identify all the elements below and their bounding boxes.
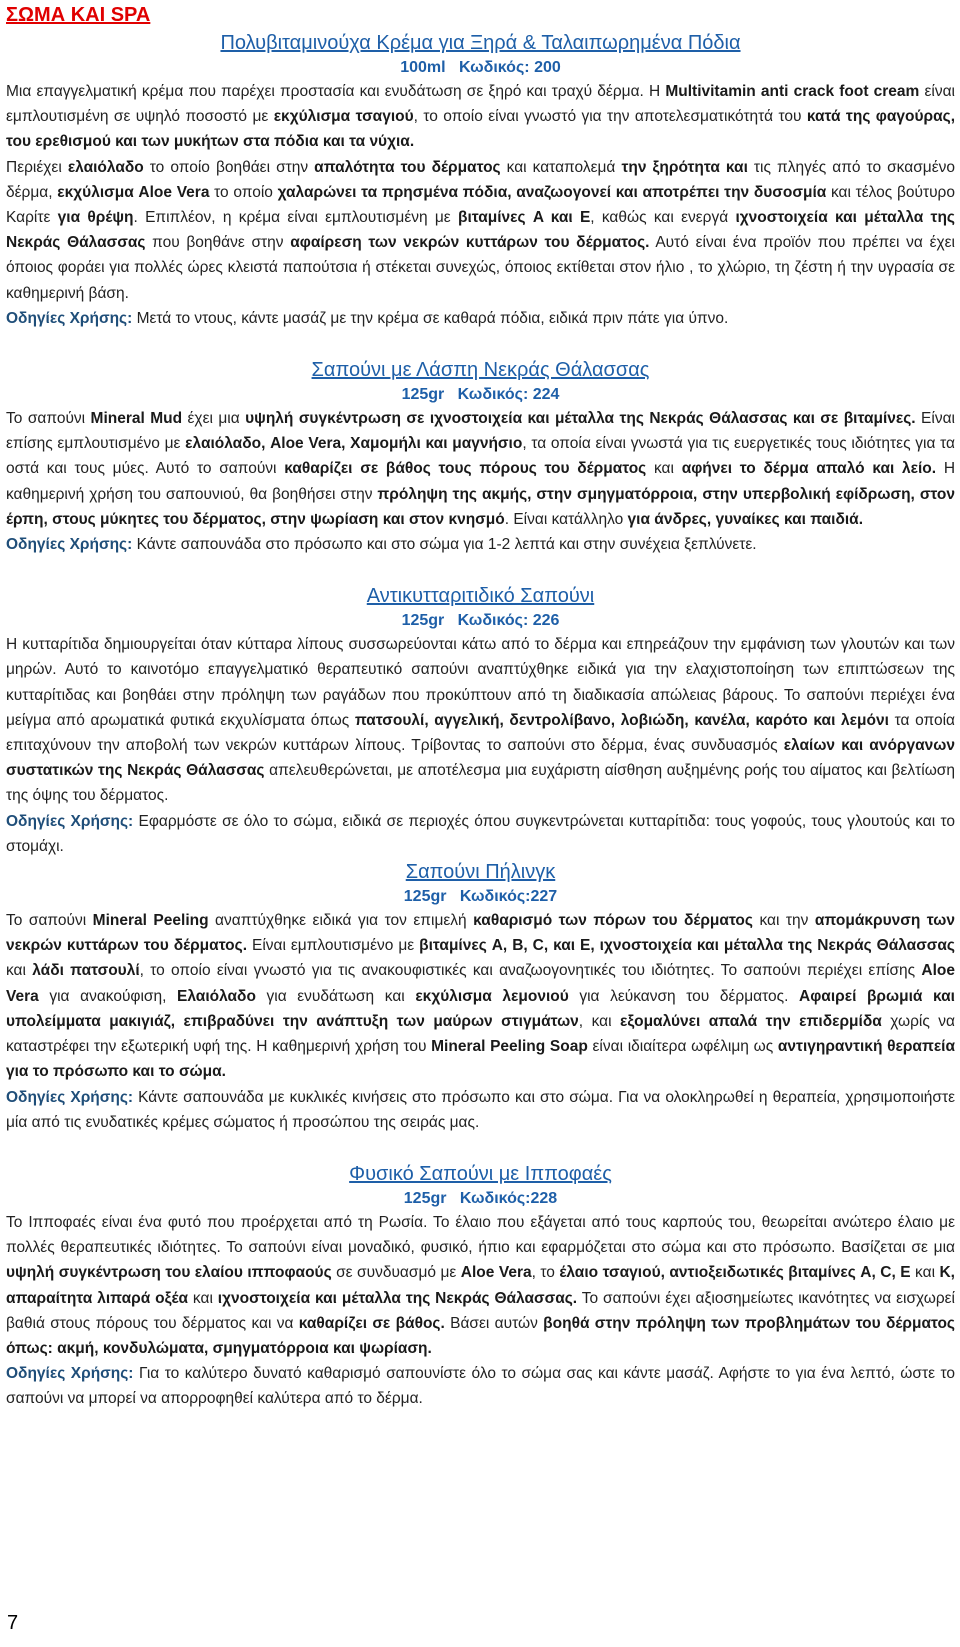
document-page (6, 2, 955, 1412)
bold-text-run: για θρέψη (57, 209, 134, 227)
instructions-label: Οδηγίες Χρήσης: (6, 309, 133, 327)
product-description (6, 632, 955, 808)
instructions-text: Μετά το ντους, κάντε μασάζ με την κρέμα σε καθαρά πόδια, ειδικά πριν πάτε για ύπνο. (136, 309, 729, 327)
text-run: , το οποίο είναι γνωστό για την αποτελεσματικότητά του (413, 108, 807, 126)
usage-instructions (6, 1085, 955, 1135)
bold-text-run: καθαρίζει σε βάθος τους πόρους του δέρματος (284, 460, 647, 478)
text-run: είναι ιδιαίτερα ωφέλιμη ως (587, 1038, 778, 1056)
bold-text-run: ελαιόλαδο, Aloe Vera, Χαμομήλι και μαγνήσιο (185, 435, 523, 453)
text-run: και (910, 1264, 940, 1282)
text-run: τις πληγές από το σκασμένο δέρμα, (6, 158, 955, 201)
text-run: για λεύκανση του δέρματος. (568, 987, 800, 1005)
product-code: 224 (532, 386, 560, 404)
product-code: 227 (530, 888, 558, 906)
product-title: Σαπούνι Πήλινγκ (405, 861, 556, 884)
bold-text-run: εξομαλύνει απαλά την επιδερμίδα (620, 1012, 882, 1030)
text-run: Βάσει αυτών (444, 1314, 544, 1332)
product-description (6, 406, 955, 532)
bold-text-run: υψηλή συγκέντρωση του ελαίου ιπποφαούς (6, 1264, 332, 1282)
bold-text-run: απομάκρυνση των νεκρών κυττάρων του δέρματος. (6, 912, 955, 955)
bold-text-run: εκχύλισμα Aloe Vera (57, 183, 210, 201)
bold-text-run: απαλότητα του δέρματος (314, 158, 501, 176)
text-run: για ενυδάτωση και (255, 987, 416, 1005)
text-run: και καταπολεμά (500, 158, 622, 176)
usage-instructions (6, 532, 955, 557)
text-run: είναι εμπλουτισμένη σε υψηλό ποσοστό με (6, 83, 955, 126)
bold-text-run: εκχύλισμα τσαγιού (273, 108, 414, 126)
bold-text-run: εκχύλισμα λεμονιού (415, 987, 569, 1005)
bold-text-run: Mineral Peeling (92, 912, 209, 930)
product-section (6, 30, 955, 331)
usage-instructions (6, 306, 955, 331)
product-code-label: Κωδικός: (457, 612, 529, 630)
text-run: το οποίο βοηθάει στην (143, 158, 315, 176)
bold-text-run: πατσουλί, αγγελική, δεντρολίβανο, λοβιώδη, κανέλα, καρότο και λεμόνι (354, 711, 889, 729)
instructions-text: Κάντε σαπουνάδα με κυκλικές κινήσεις στο πρόσωπο και στο σώμα. Για να ολοκληρωθεί η θεραπεία, χρησιμοποιήστε μία από τις ενυδατικές κρέμες σώματος ή προσώπου της σειράς μας. (6, 1088, 956, 1131)
product-description (6, 155, 955, 306)
bold-text-run: λάδι πατσουλί (32, 962, 140, 980)
bold-text-run: Ελαιόλαδο (177, 987, 256, 1005)
instructions-text: Για το καλύτερο δυνατό καθαρισμό σαπουνίστε όλο το σώμα σας και κάντε μασάζ. Αφήστε το για ένα λεπτό, ώστε το σαπούνι να μπορεί να απορροφηθεί καλύτερα από το δέρμα. (6, 1365, 955, 1408)
text-run: σε συνδυασμό με (331, 1264, 461, 1282)
bold-text-run: αντιγηραντική θεραπεία για το πρόσωπο και το σώμα. (6, 1038, 956, 1081)
bold-text-run: κατά της φαγούρας, του ερεθισμού και των μυκήτων στα πόδια και τα νύχια. (6, 108, 955, 151)
product-meta (6, 1187, 955, 1210)
bold-text-run: Mineral Peeling Soap (431, 1038, 588, 1056)
bold-text-run: για άνδρες, γυναίκες και παιδιά. (627, 510, 864, 528)
text-run: και τέλος βούτυρο Καρίτε (6, 183, 955, 227)
bold-text-run: ιχνοστοιχεία και μέταλλα της Νεκράς Θάλασσας. (217, 1289, 578, 1307)
product-description (6, 79, 955, 155)
instructions-label: Οδηγίες Χρήσης: (6, 812, 134, 830)
product-description (6, 908, 955, 1084)
text-run: Περιέχει (6, 158, 68, 176)
product-meta (6, 56, 955, 79)
bold-text-run: βοηθά στην πρόληψη των προβλημάτων του δέρματος όπως: ακμή, κονδυλώματα, σμηγματόρροια και ψωρίαση. (6, 1314, 955, 1357)
bold-text-run: βιταμίνες A και E (457, 209, 591, 227)
text-run: που βοηθάνε στην (145, 234, 291, 252)
bold-text-run: ιχνοστοιχεία και μέταλλα της Νεκράς Θάλασσας (6, 209, 955, 252)
bold-text-run: ελαιόλαδο (67, 158, 144, 176)
product-meta (6, 885, 955, 908)
text-run: Μια επαγγελματική κρέμα που παρέχει προστασία και ενυδάτωση σε ξηρό και τραχύ δέρμα. Η (6, 83, 666, 100)
text-run: Το σαπούνι (6, 912, 93, 930)
text-run: Το Ιπποφαές είναι ένα φυτό που προέρχεται από τη Ρωσία. Το έλαιο που εξάγεται από τους καρπούς του, θεωρείται ανώτερο έλαιο με πολλές θεραπευτικές ιδιότητες. Το σαπούνι είναι μοναδικό, φυσικό, ήπιο και εφαρμόζεται στο σώμα και στο πρόσωπο. Βασίζεται σε μια (6, 1213, 955, 1257)
bold-text-run: αφαίρεση των νεκρών κυττάρων του δέρματος. (290, 234, 650, 252)
bold-text-run: K, απαραίτητα λιπαρά οξέα (6, 1264, 955, 1307)
text-run: Η καθημερινή χρήση του σαπουνιού, θα βοηθήσει στην (6, 460, 956, 503)
bold-text-run: πρόληψη της ακμής, στην σμηγματόρροια, στην υπερβολική εφίδρωση, στον έρπη, στους μύκητες του δέρματος, στην ψωρίαση και στον κνησμό (6, 485, 956, 528)
product-code: 200 (534, 59, 561, 76)
product-section (6, 859, 955, 1135)
text-run: έχει μια (182, 410, 246, 428)
bold-text-run: υψηλή συγκέντρωση σε ιχνοστοιχεία και μέταλλα της Νεκράς Θάλασσας και σε βιταμίνες. (245, 410, 916, 428)
bold-text-run: αφήνει το δέρμα απαλό και λείο. (681, 460, 937, 478)
text-run: και (188, 1289, 218, 1307)
text-run: απελευθερώνεται, με αποτέλεσμα μια ευχάριστη αίσθηση αυξημένης ροής του αίματος και βελτίωση της όψης του δέρματος. (6, 762, 955, 805)
product-title: Αντικυτταριτιδικό Σαπούνι (366, 585, 595, 608)
product-meta (6, 383, 955, 406)
text-run: . Επιπλέον, η κρέμα είναι εμπλουτισμένη με (133, 209, 458, 227)
instructions-label: Οδηγίες Χρήσης: (6, 1365, 134, 1383)
product-title: Φυσικό Σαπούνι με Ιπποφαές (349, 1162, 612, 1185)
text-run: Είναι εμπλουτισμένο με (247, 937, 420, 955)
text-run: , το (531, 1264, 560, 1282)
text-run: για ανακούφιση, (38, 987, 178, 1005)
bold-text-run: καθαρισμό των πόρων του δέρματος (473, 912, 753, 930)
section-title: ΣΩΜΑ ΚΑΙ SPA (6, 4, 151, 26)
text-run: Το σαπούνι έχει αξιοσημείωτες ικανότητες να εισχωρεί βαθιά στους πόρους του δέρματος και να (6, 1289, 955, 1332)
product-size: 100ml (400, 59, 446, 76)
text-run: χωρίς να καταστρέφει την εξωτερική υφή της. Η καθημερινή χρήση του (6, 1012, 955, 1056)
product-meta (6, 609, 955, 632)
product-size: 125gr (403, 888, 447, 906)
text-run: Είναι επίσης εμπλουτισμένο με (6, 410, 955, 453)
bold-text-run: Multivitamin anti crack foot cream (665, 83, 920, 100)
bold-text-run: ελαίων και ανόργανων συστατικών της Νεκράς Θάλασσας (6, 737, 955, 780)
product-code: 226 (532, 612, 560, 630)
text-run: τα οποία επιταχύνουν την αποβολή των νεκρών κυττάρων λίπους. Τρίβοντας το σαπούνι στο δέρμα, ένας συνδυασμός (6, 711, 955, 755)
product-code-label: Κωδικός: (458, 59, 530, 76)
product-section (6, 1161, 955, 1412)
instructions-text: Εφαρμόστε σε όλο το σώμα, ειδικά σε περιοχές όπου συγκεντρώνεται κυτταρίτιδα: τους γοφούς, τους γλουτούς και το στομάχι. (6, 812, 955, 855)
text-run: , το οποίο είναι γνωστό για τις ανακουφιστικές και αναζωογονητικές του ιδιότητες. Το σαπούνι περιέχει επίσης (139, 962, 922, 980)
text-run: και την (752, 912, 815, 930)
bold-text-run: Αφαιρεί βρωμιά και υπολείμματα μακιγιάζ, επιβραδύνει την ανάπτυξη των μαύρων στιγμάτων (6, 987, 955, 1030)
text-run: , τα οποία είναι γνωστά για τις ευεργετικές τους ιδιότητες για τα οστά και τους μύες. Αυτό το σαπούνι (6, 435, 955, 478)
bold-text-run: βιταμίνες A, B, C, και E, ιχνοστοιχεία και μέταλλα της Νεκράς Θάλασσας (419, 937, 955, 955)
text-run: , καθώς και ενεργά (590, 209, 736, 227)
product-section (6, 357, 955, 557)
text-run: . Είναι κατάλληλο (504, 510, 628, 528)
bold-text-run: Mineral Mud (90, 410, 183, 428)
text-run: αναπτύχθηκε ειδικά για τον επιμελή (208, 912, 474, 930)
text-run: Αυτό είναι ένα προϊόν που πρέπει να έχει όποιος φοράει για πολλές ώρες κλειστά παπούτσια ή στέκεται συνεχώς, όποιος εκτίθεται στον ήλιο , το χλώριο, τη ζέστη ή την υγρασία σε καθημερινή βάση. (6, 234, 955, 302)
text-run: και (6, 962, 33, 980)
bold-text-run: Aloe Vera (460, 1264, 532, 1282)
product-size: 125gr (401, 612, 445, 630)
bold-text-run: την ξηρότητα και (621, 158, 748, 176)
text-run: , και (578, 1012, 621, 1030)
product-code-label: Κωδικός: (459, 888, 531, 906)
product-list (6, 30, 955, 1412)
product-section (6, 583, 955, 859)
product-size: 125gr (401, 386, 445, 404)
product-code-label: Κωδικός: (459, 1189, 531, 1207)
bold-text-run: Aloe Vera (6, 962, 955, 1005)
product-description (6, 1210, 955, 1361)
usage-instructions (6, 809, 955, 859)
product-size: 125gr (403, 1189, 447, 1207)
page-number: 7 (7, 1612, 19, 1634)
text-run: το οποίο (209, 183, 278, 201)
bold-text-run: καθαρίζει σε βάθος. (298, 1314, 445, 1332)
text-run: Το σαπούνι (6, 410, 91, 428)
product-code: 228 (530, 1189, 558, 1207)
product-code-label: Κωδικός: (457, 386, 529, 404)
instructions-label: Οδηγίες Χρήσης: (6, 536, 133, 554)
text-run: Η κυτταρίτιδα δημιουργείται όταν κύτταρα λίπους συσσωρεύονται κάτω από το δέρμα και επηρεάζουν την εμφάνιση των γλουτών και των μηρών. Αυτό το καινοτόμο επαγγελματικό θεραπευτικό σαπούνι αναπτύχθηκε ειδικά για την ελαχιστοποίηση των επιπτώσεων της κυτταρίτιδας και βοηθάει στην πρόληψη των ραγάδων που προκύπτουν από τη διαδικασία απώλειας βάρους. Το σαπούνι περιέχει ένα μείγμα από αρωματικά φυτικά εκχυλίσματα όπως (6, 636, 955, 729)
text-run: και (646, 460, 682, 478)
usage-instructions (6, 1361, 955, 1411)
bold-text-run: έλαιο τσαγιού, αντιοξειδωτικές βιταμίνες A, C, E (559, 1264, 911, 1282)
product-title: Σαπούνι με Λάσπη Νεκράς Θάλασσας (311, 359, 650, 382)
instructions-label: Οδηγίες Χρήσης: (6, 1088, 134, 1106)
product-title: Πολυβιταμινούχα Κρέμα για Ξηρά & Ταλαιπωρημένα Πόδια (220, 32, 741, 54)
bold-text-run: χαλαρώνει τα πρησμένα πόδια, αναζωογονεί και αποτρέπει την δυσοσμία (277, 183, 827, 201)
instructions-text: Κάντε σαπουνάδα στο πρόσωπο και στο σώμα για 1-2 λεπτά και στην συνέχεια ξεπλύνετε. (136, 536, 757, 554)
